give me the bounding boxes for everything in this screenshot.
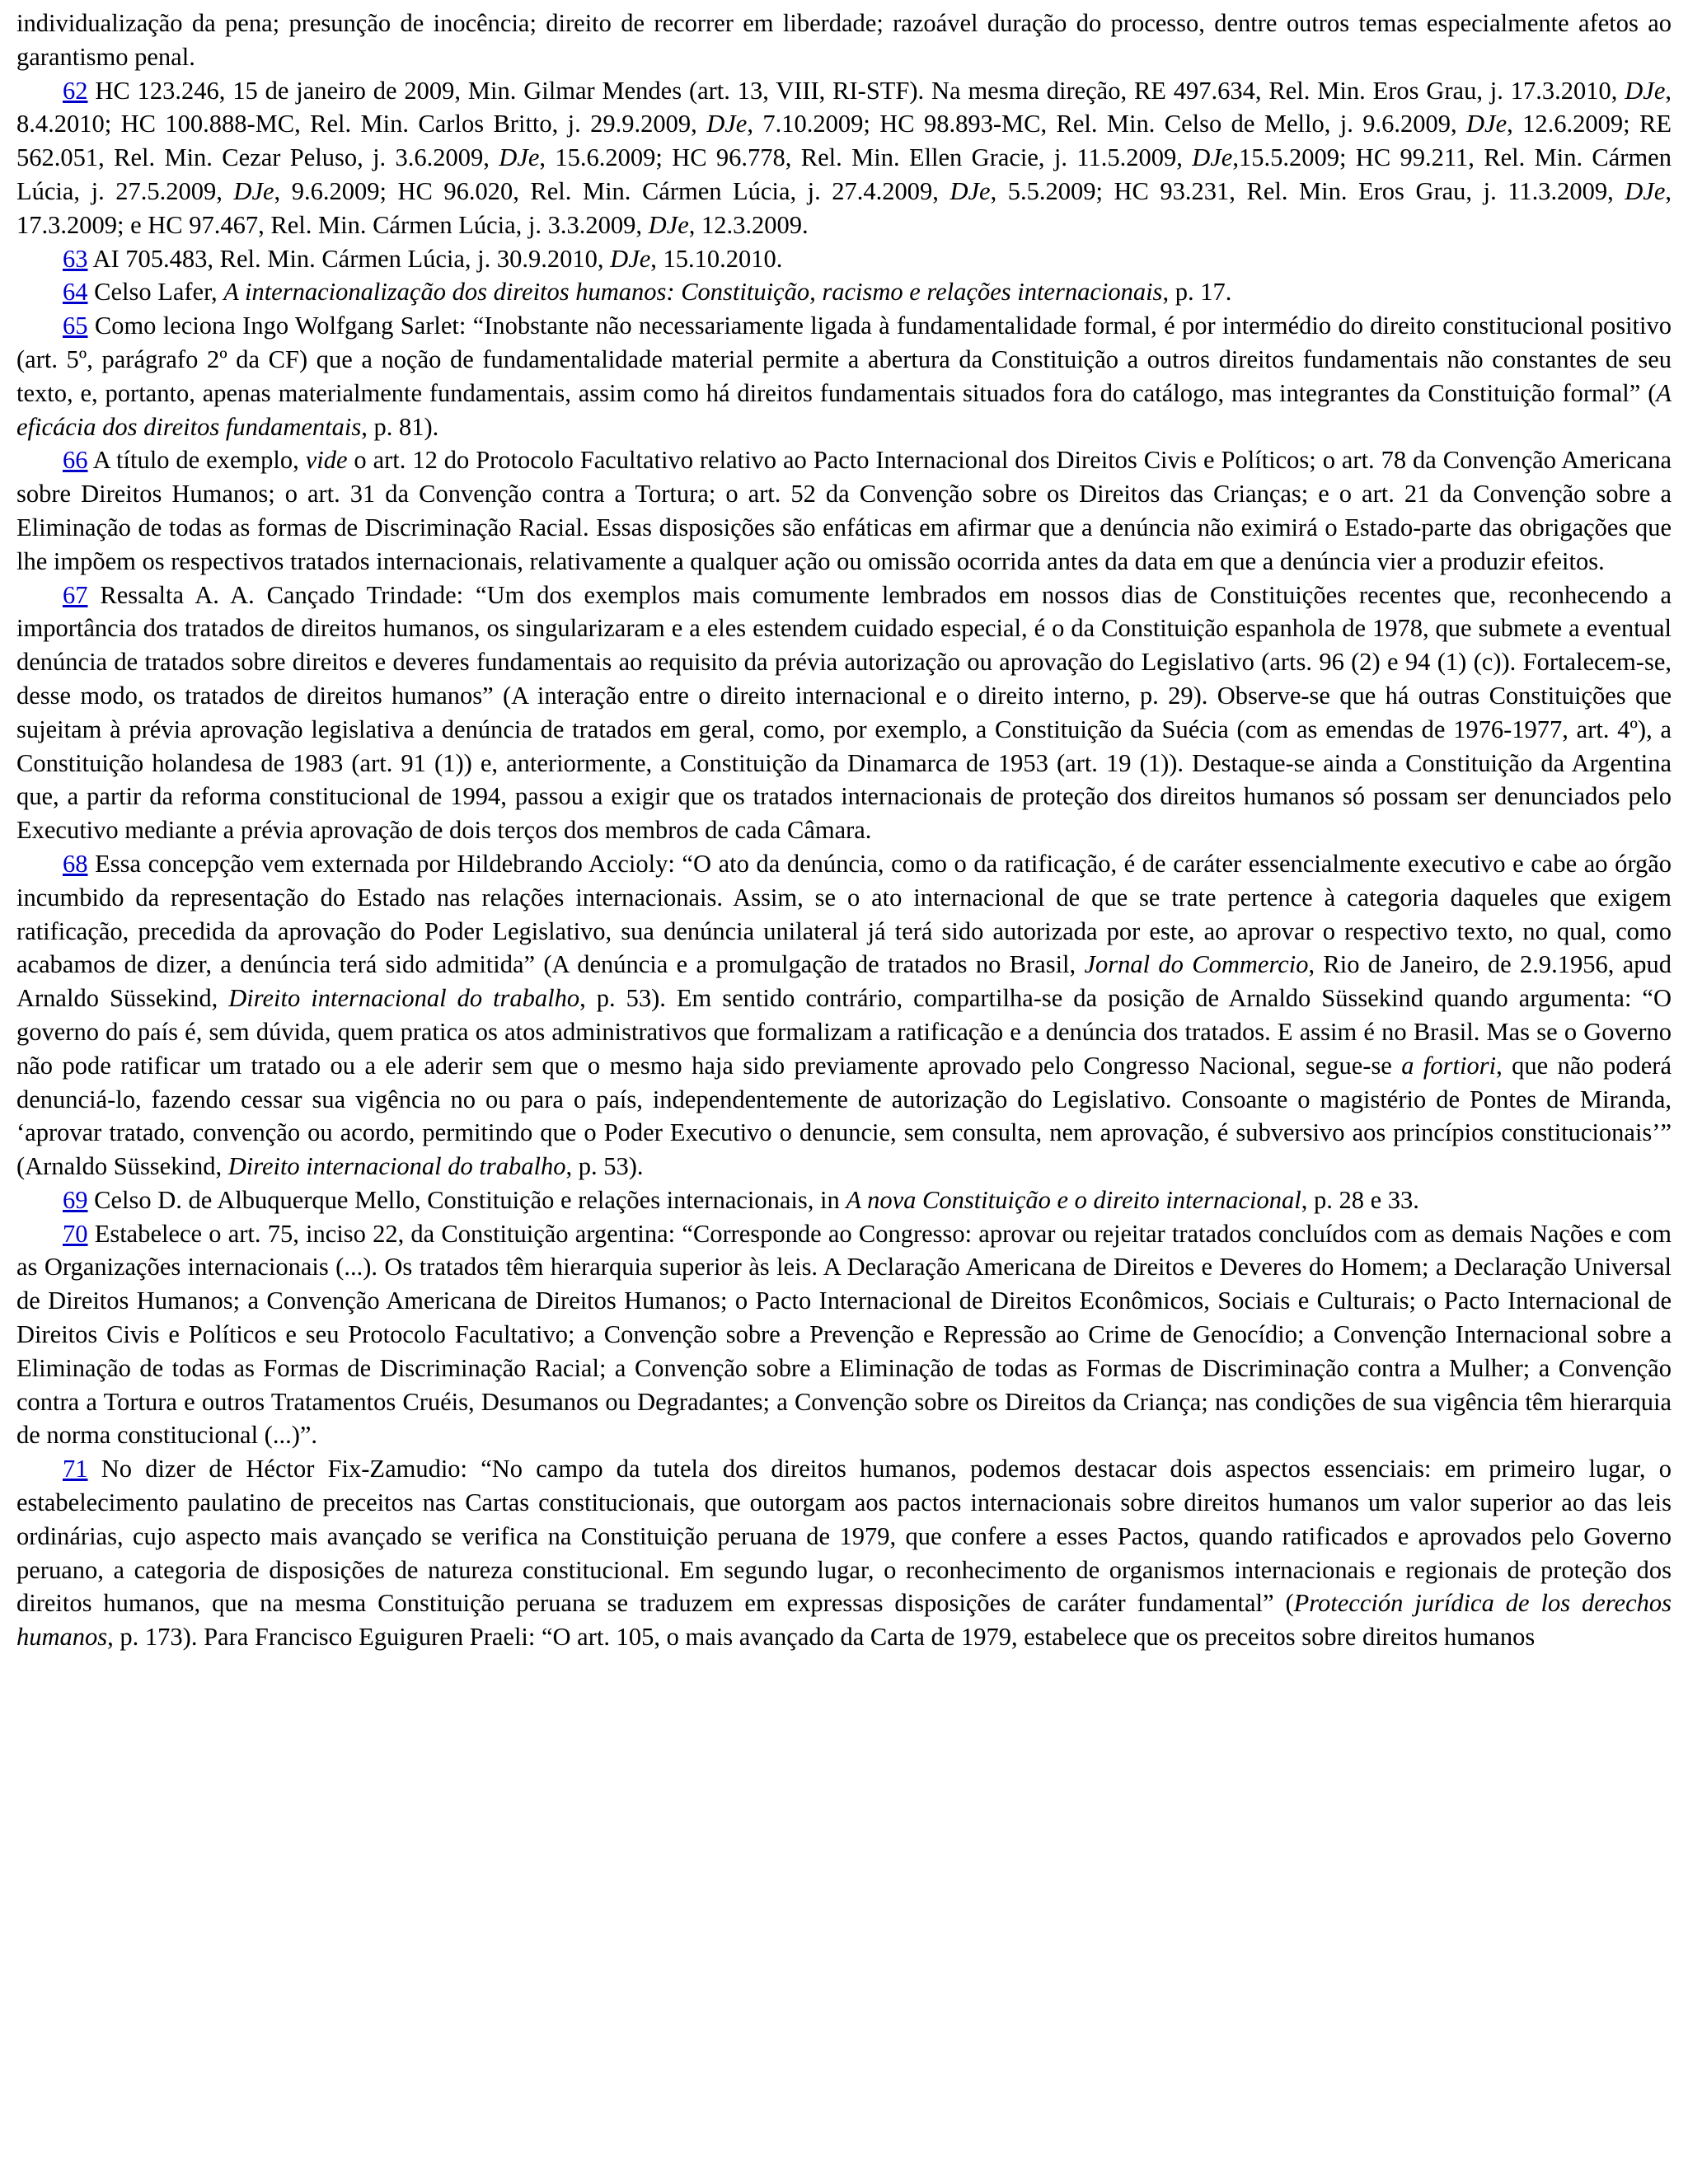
italic-text: DJe	[1192, 143, 1233, 172]
footnote-link-62[interactable]: 62	[63, 76, 88, 105]
footnote-67	[16, 579, 1672, 847]
footnote-68	[16, 847, 1672, 1183]
italic-text: Direito internacional do trabalho	[227, 1152, 566, 1181]
footnote-text: , Rio de Janeiro, de 2.9.1956, apud Arnaldo Süssekind,	[16, 950, 1672, 1013]
footnote-text: Estabelece o art. 75, inciso 22, da Constituição argentina: “Corresponde ao Congresso: aprovar ou rejeitar tratados concluídos com as demais Nações e com as Organizações internacionais (...). Os tratados têm hierarquia superior às leis. A Declaração Americana de Direitos e Deveres do Homem; a Declaração Universal de Direitos Humanos; a Convenção Americana de Direitos Humanos; o Pacto Internacional de Direitos Econômicos, Sociais e Culturais; o Pacto Internacional de Direitos Civis e Políticos e seu Protocolo Facultativo; a Convenção sobre a Prevenção e Repressão ao Crime de Genocídio; a Convenção Internacional sobre a Eliminação de todas as Formas de Discriminação Racial; a Convenção sobre a Eliminação de todas as Formas de Discriminação contra a Mulher; a Convenção contra a Tortura e outros Tratamentos Cruéis, Desumanos ou Degradantes; a Convenção sobre os Direitos da Criança; nas condições de sua vigência têm hierarquia de norma constitucional (...)”.	[16, 1219, 1672, 1450]
footnote-link-65[interactable]: 65	[63, 312, 88, 340]
intro-paragraph: individualização da pena; presunção de inocência; direito de recorrer em liberdade; razoável duração do processo, dentre outros temas especialmente afetos ao garantismo penal.	[16, 9, 1672, 71]
footnote-text: HC 123.246, 15 de janeiro de 2009, Min. Gilmar Mendes (art. 13, VIII, RI-STF). Na mesma direção, RE 497.634, Rel. Min. Eros Grau, j. 17.3.2010,	[95, 76, 1625, 105]
footnote-text: , 12.3.2009.	[688, 210, 809, 239]
footnote-text: , 5.5.2009; HC 93.231, Rel. Min. Eros Grau, j. 11.3.2009,	[990, 176, 1625, 205]
footnote-62	[16, 74, 1672, 242]
italic-text: DJe	[1466, 110, 1507, 138]
footnote-link-67[interactable]: 67	[63, 580, 88, 609]
footnote-66	[16, 443, 1672, 578]
footnote-text: , 7.10.2009; HC 98.893-MC, Rel. Min. Celso de Mello, j. 9.6.2009,	[747, 110, 1467, 138]
footnote-text: , 15.6.2009; HC 96.778, Rel. Min. Ellen Gracie, j. 11.5.2009,	[539, 143, 1193, 172]
footnote-text: ,15.5.2009; HC 99.211, Rel. Min. Cármen Lúcia, j. 27.5.2009,	[16, 143, 1672, 205]
footnote-link-66[interactable]: 66	[63, 446, 88, 475]
footnote-text: , p. 53). Em sentido contrário, compartilha-se da posição de Arnaldo Süssekind quando argumenta: “O governo do país é, sem dúvida, quem pratica os atos administrativos que formalizam a ratificação e a denúncia dos tratados. E assim é no Brasil. Mas se o Governo não pode ratificar um tratado ou a ele aderir sem que o mesmo haja sido previamente aprovado pelo Congresso Nacional, segue-se	[16, 984, 1672, 1080]
italic-text: a fortiori	[1401, 1051, 1497, 1080]
footnote-71	[16, 1452, 1672, 1654]
footnote-text: Celso Lafer,	[94, 278, 224, 307]
footnote-text: , que não poderá denunciá-lo, fazendo cessar sua vigência no ou para o país, independentemente de autorização do Legislativo. Consoante o magistério de Pontes de Miranda, ‘aprovar tratado, convenção ou acordo, permitindo que o Poder Executivo o denuncie, sem consulta, nem aprovação, é subversivo aos princípios constitucionais’” (Arnaldo Süssekind,	[16, 1051, 1672, 1181]
footnote-link-64[interactable]: 64	[63, 278, 88, 307]
footnote-text: AI 705.483, Rel. Min. Cármen Lúcia, j. 30.9.2010,	[92, 244, 611, 273]
footnote-text: Ressalta A. A. Cançado Trindade: “Um dos exemplos mais comumente lembrados em nossos dias de Constituições recentes que, reconhecendo a importância dos tratados de direitos humanos, os singularizaram e a eles estendem cuidado especial, é o da Constituição espanhola de 1978, que submete a eventual denúncia de tratados sobre direitos e deveres fundamentais ao requisito da prévia autorização ou aprovação do Legislativo (arts. 96 (2) e 94 (1) (c)). Fortalecem-se, desse modo, os tratados de direitos humanos” (A interação entre o direito internacional e o direito interno, p. 29). Observe-se que há outras Constituições que sujeitam à prévia aprovação legislativa a denúncia de tratados em geral, como, por exemplo, a Constituição da Suécia (com as emendas de 1976-1977, art. 4º), a Constituição holandesa de 1983 (art. 91 (1)) e, anteriormente, a Constituição da Dinamarca de 1953 (art. 19 (1)). Destaque-se ainda a Constituição da Argentina que, a partir da reforma constitucional de 1994, passou a exigir que os tratados internacionais de proteção dos direitos humanos só possam ser denunciados pelo Executivo mediante a prévia aprovação de dois terços dos membros de cada Câmara.	[16, 580, 1672, 845]
footnote-64	[16, 275, 1672, 309]
footnote-link-71[interactable]: 71	[63, 1455, 88, 1483]
italic-text: vide	[305, 446, 348, 475]
italic-text: A internacionalização dos direitos humanos: Constituição, racismo e relações internacionais	[223, 278, 1163, 307]
footnote-link-69[interactable]: 69	[63, 1185, 88, 1214]
footnote-text: , 12.6.2009; RE 562.051, Rel. Min. Cezar Peluso, j. 3.6.2009,	[16, 110, 1672, 172]
footnote-text: No dizer de Héctor Fix-Zamudio: “No campo da tutela dos direitos humanos, podemos destacar dois aspectos essenciais: em primeiro lugar, o estabelecimento paulatino de preceitos nas Cartas constitucionais, que outorgam aos pactos internacionais sobre direitos humanos um valor superior ao das leis ordinárias, cujo aspecto mais avançado se verifica na Constituição peruana de 1979, que confere a esses Pactos, quando ratificados e aprovados pelo Governo peruano, a categoria de disposições de natureza constitucional. Em segundo lugar, o reconhecimento de organismos internacionais e regionais de proteção dos direitos humanos, que na mesma Constituição peruana se traduzem em expressas disposições de caráter fundamental” (	[16, 1455, 1672, 1618]
italic-text: DJe	[706, 110, 748, 138]
footnote-63	[16, 242, 1672, 276]
footnote-link-63[interactable]: 63	[63, 244, 88, 273]
footnote-text: Essa concepção vem externada por Hildebrando Accioly: “O ato da denúncia, como o da ratificação, é de caráter essencialmente executivo e cabe ao órgão incumbido da representação do Estado nas relações internacionais. Assim, se o ato internacional de que se trate pertence à categoria daqueles que exigem ratificação, precedida da aprovação do Poder Legislativo, sua denúncia unilateral já terá sido autorizada por este, ao aprovar o respectivo texto, no qual, como acabamos de dizer, a denúncia terá sido admitida” (A denúncia e a promulgação de tratados no Brasil,	[16, 849, 1672, 979]
italic-text: Jornal do Commercio	[1084, 950, 1309, 979]
footnote-70	[16, 1217, 1672, 1453]
italic-text: Protección jurídica de los derechos humanos	[16, 1589, 1672, 1652]
italic-text: DJe	[1625, 176, 1666, 205]
italic-text: DJe	[610, 244, 651, 273]
footnote-65	[16, 309, 1672, 443]
italic-text: DJe	[499, 143, 540, 172]
italic-text: DJe	[648, 210, 689, 239]
footnote-text: , 9.6.2009; HC 96.020, Rel. Min. Cármen Lúcia, j. 27.4.2009,	[274, 176, 950, 205]
footnote-text: , p. 173). Para Francisco Eguiguren Praeli: “O art. 105, o mais avançado da Carta de 1979, estabelece que os preceitos sobre direitos humanos	[107, 1623, 1536, 1652]
italic-text: Direito internacional do trabalho	[228, 984, 580, 1013]
italic-text: DJe	[950, 176, 991, 205]
footnote-text: , 8.4.2010; HC 100.888-MC, Rel. Min. Carlos Britto, j. 29.9.2009,	[16, 76, 1672, 138]
footnote-69	[16, 1183, 1672, 1217]
footnote-text: o art. 12 do Protocolo Facultativo relativo ao Pacto Internacional dos Direitos Civis e Políticos; o art. 78 da Convenção Americana sobre Direitos Humanos; o art. 31 da Convenção contra a Tortura; o art. 52 da Convenção sobre os Direitos das Crianças; e o art. 21 da Convenção sobre a Eliminação de todas as formas de Discriminação Racial. Essas disposições são enfáticas em afirmar que a denúncia não eximirá o Estado-parte das obrigações que lhe impõem os respectivos tratados internacionais, relativamente a qualquer ação ou omissão ocorrida antes da data em que a denúncia vier a produzir efeitos.	[16, 446, 1672, 575]
footnote-text: , p. 28 e 33.	[1301, 1185, 1419, 1214]
footnote-link-68[interactable]: 68	[63, 849, 88, 878]
footnote-link-70[interactable]: 70	[63, 1219, 88, 1248]
footnote-text: , 15.10.2010.	[650, 244, 783, 273]
footnote-text: Como leciona Ingo Wolfgang Sarlet: “Inobstante não necessariamente ligada à fundamentalidade formal, é por intermédio do direito constitucional positivo (art. 5º, parágrafo 2º da CF) que a noção de fundamentalidade material permite a abertura da Constituição a outros direitos fundamentais não constantes de seu texto, e, portanto, apenas materialmente fundamentais, assim como há direitos fundamentais situados fora do catálogo, mas integrantes da Constituição formal” (	[16, 312, 1672, 407]
footnotes-list	[16, 74, 1672, 1654]
footnote-text: , p. 17.	[1162, 278, 1232, 307]
italic-text: DJe	[233, 176, 274, 205]
footnote-text: A título de exemplo,	[92, 446, 306, 475]
footnote-text: , 17.3.2009; e HC 97.467, Rel. Min. Cármen Lúcia, j. 3.3.2009,	[16, 176, 1672, 239]
footnote-text: , p. 81).	[361, 412, 439, 441]
footnote-text: , p. 53).	[565, 1152, 644, 1181]
italic-text: A eficácia dos direitos fundamentais	[16, 378, 1672, 441]
italic-text: A nova Constituição e o direito internacional	[846, 1185, 1301, 1214]
italic-text: DJe	[1625, 76, 1666, 105]
footnote-text: Celso D. de Albuquerque Mello, Constituição e relações internacionais, in	[94, 1185, 846, 1214]
